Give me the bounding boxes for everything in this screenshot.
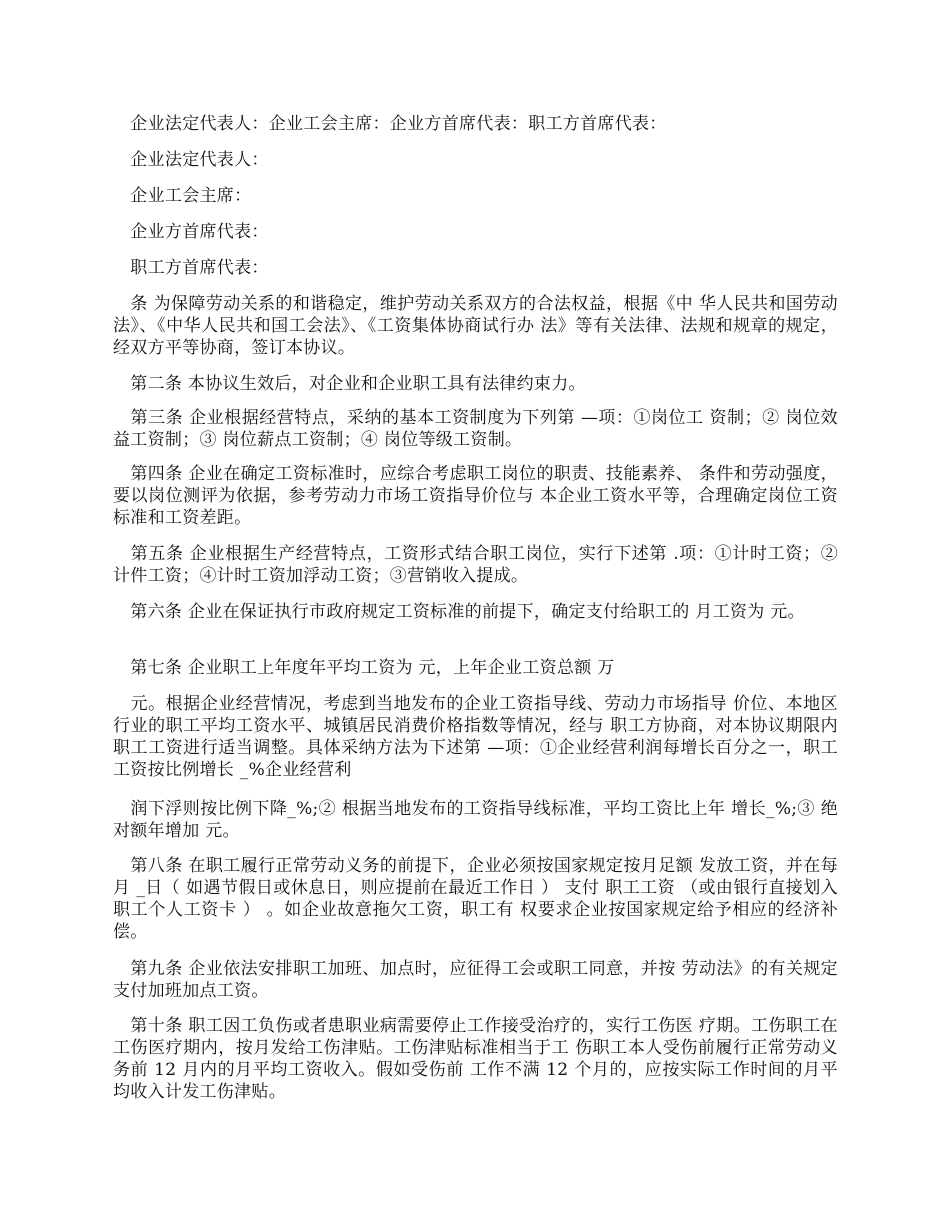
legal-representative-label: 企业法定代表人： [113, 150, 269, 170]
article-6: 第六条 企业在保证执行市政府规定工资标准的前提下，确定支付给职工的 月工资为 元。 [113, 602, 805, 622]
article-8: 第八条 在职工履行正常劳动义务的前提下，企业必须按国家规定按月足额 发放工资，并在每月 _日（ 如遇节假日或休息日，则应提前在最近工作日 ） 支付 职工工资 （或由银行直接划入职工个人工资卡 ） 。如企业故意拖欠工资，职工有 权要求企业按国家规定给予相应的经济补偿。 [113, 856, 838, 942]
article-10: 第十条 职工因工负伤或者患职业病需要停止工作接受治疗的，实行工伤医 疗期。工伤职工在工伤医疗期内，按月发给工伤津贴。工伤津贴标准相当于工 伤职工本人受伤前履行正常劳动义务前 12 月内的月平均工资收入。假如受伤前 工作不满 12 个月的，应按实际工作时间的月平均收入计发工伤津贴。 [113, 1016, 838, 1102]
article-4: 第四条 企业在确定工资标准时，应综合考虑职工岗位的职责、技能素养、 条件和劳动强度，要以岗位测评为依据，参考劳动力市场工资指导价位与 本企业工资水平等，合理确定岗位工资标准和工资差距。 [113, 464, 838, 528]
article-2: 第二条 本协议生效后，对企业和企业职工具有法律约束力。 [113, 374, 586, 394]
article-3: 第三条 企业根据经营特点，采纳的基本工资制度为下列第 —项：①岗位工 资制；② 岗位效益工资制；③ 岗位薪点工资制；④ 岗位等级工资制。 [113, 408, 838, 450]
employee-representative-label: 职工方首席代表： [113, 258, 269, 278]
signatory-line: 企业法定代表人：企业工会主席：企业方首席代表：职工方首席代表： [113, 114, 667, 134]
enterprise-representative-label: 企业方首席代表： [113, 222, 269, 242]
article-9: 第九条 企业依法安排职工加班、加点时，应征得工会或职工同意，并按 劳动法》的有关规定支付加班加点工资。 [113, 959, 838, 1001]
article-5: 第五条 企业根据生产经营特点，工资形式结合职工岗位，实行下述第 .项：①计时工资；②计件工资；④计时工资加浮动工资；③营销收入提成。 [113, 544, 838, 586]
article-7-continued-2: 润下浮则按比例下降_%;② 根据当地发布的工资指导线标准，平均工资比上年 增长_%;③ 绝对额年增加 元。 [113, 799, 838, 841]
union-chairman-label: 企业工会主席： [113, 186, 252, 206]
article-7: 第七条 企业职工上年度年平均工资为 元，上年企业工资总额 万 [113, 658, 615, 678]
article-7-continued: 元。根据企业经营情况，考虑到当地发布的企业工资指导线、劳动力市场指导 价位、本地区行业的职工平均工资水平、城镇居民消费价格指数等情况，经与 职工方协商，对本协议期限内职工工资进行适当调整。具体采纳方法为下述第 —项：①企业经营利润每增长百分之一，职工工资按比例增长 _%企业经营利 [113, 694, 838, 780]
article-1: 条 为保障劳动关系的和谐稳定，维护劳动关系双方的合法权益，根据《中 华人民共和国劳动法》、《中华人民共和国工会法》、《工资集体协商试行办 法》等有关法律、法规和规章的规定，经双方平等协商，签订本协议。 [113, 294, 838, 358]
